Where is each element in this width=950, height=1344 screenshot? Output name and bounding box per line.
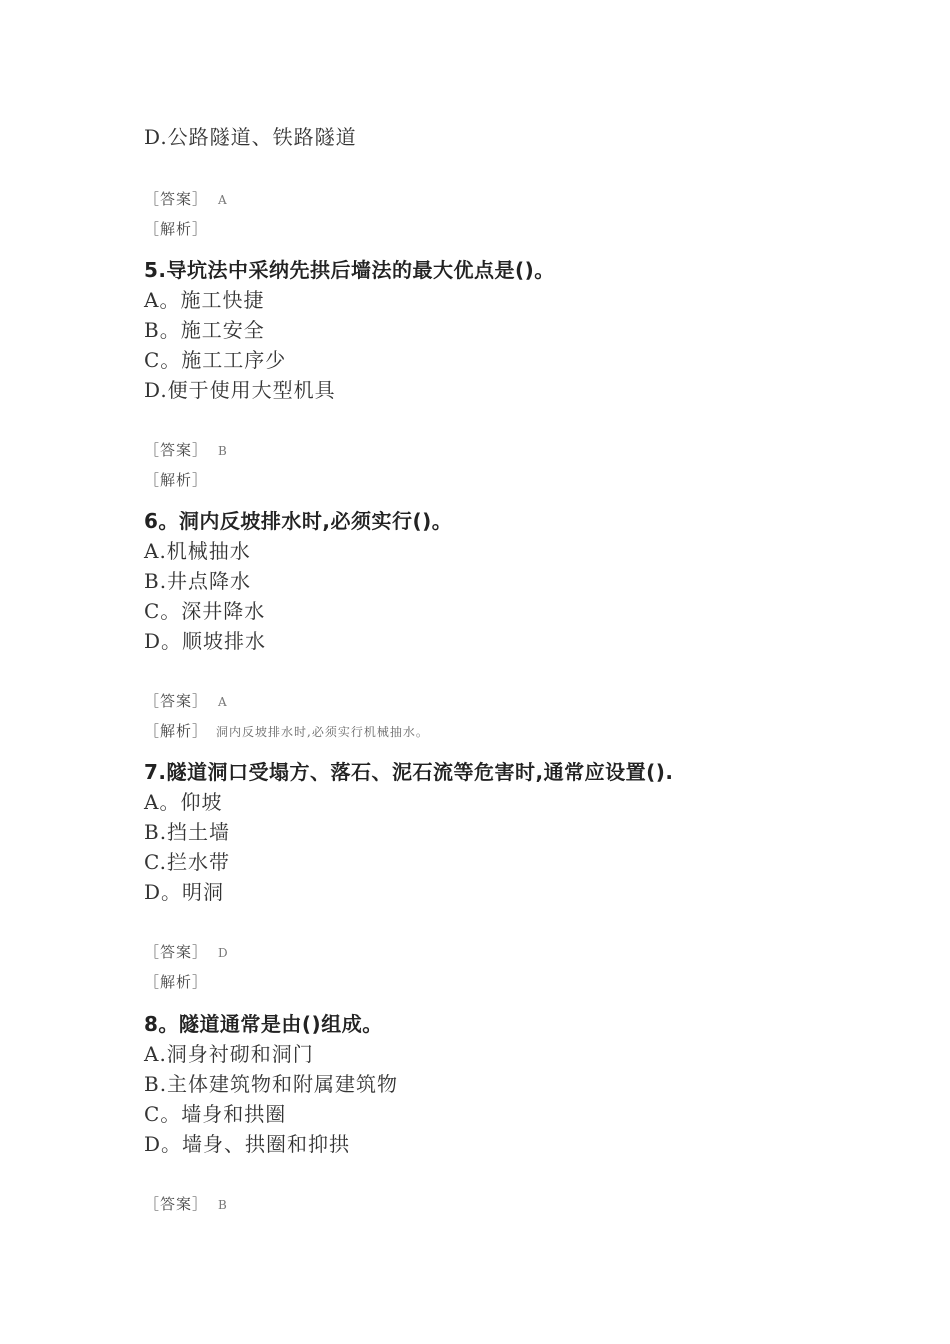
analysis-label: ［解析］ xyxy=(144,973,209,991)
answer-label: ［答案］ xyxy=(144,692,209,710)
question-6-option-b: B.井点降水 xyxy=(144,569,252,593)
answer-label: ［答案］ xyxy=(144,441,209,459)
question-8-option-a: A.洞身衬砌和洞门 xyxy=(144,1042,314,1066)
answer-line-q4 xyxy=(144,188,227,209)
question-7-title: 7.隧道洞口受塌方、落石、泥石流等危害时,通常应设置(). xyxy=(144,760,674,784)
question-6-title: 6。洞内反坡排水时,必须实行()。 xyxy=(144,509,453,533)
option-d-prev-question: D.公路隧道、铁路隧道 xyxy=(144,125,357,149)
answer-line-q8 xyxy=(144,1193,227,1214)
answer-label: ［答案］ xyxy=(144,190,209,208)
answer-label: ［答案］ xyxy=(144,943,209,961)
analysis-line-q7 xyxy=(144,971,216,992)
answer-value: D xyxy=(218,946,229,960)
answer-line-q6 xyxy=(144,690,227,711)
answer-value: A xyxy=(218,193,228,207)
analysis-line-q4 xyxy=(144,218,208,239)
question-8-option-b: B.主体建筑物和附属建筑物 xyxy=(144,1072,399,1096)
answer-value: B xyxy=(218,1198,228,1212)
question-7-option-a: A。仰坡 xyxy=(144,790,223,814)
question-5-option-c: C。施工工序少 xyxy=(144,348,287,372)
question-5-option-b: B。施工安全 xyxy=(144,318,265,342)
answer-line-q5 xyxy=(144,439,227,460)
question-8-option-d: D。墙身、拱圈和抑拱 xyxy=(144,1132,351,1156)
analysis-label: ［解析］ xyxy=(144,722,209,740)
question-5-option-a: A。施工快捷 xyxy=(144,288,265,312)
analysis-text: 洞内反坡排水时,必须实行机械抽水。 xyxy=(216,725,429,739)
analysis-label: ［解析］ xyxy=(144,471,209,489)
question-5-title: 5.导坑法中采纳先拱后墙法的最大优点是()。 xyxy=(144,258,555,282)
question-8-option-c: C。墙身和拱圈 xyxy=(144,1102,287,1126)
question-5-option-d: D.便于使用大型机具 xyxy=(144,378,336,402)
answer-line-q7 xyxy=(144,941,228,962)
analysis-line-q6 xyxy=(144,720,429,741)
question-6-option-a: A.机械抽水 xyxy=(144,539,251,563)
analysis-label: ［解析］ xyxy=(144,220,209,238)
answer-value: B xyxy=(218,444,228,458)
analysis-line-q5 xyxy=(144,469,216,490)
question-6-option-c: C。深井降水 xyxy=(144,599,266,623)
question-7-option-d: D。明洞 xyxy=(144,880,225,904)
question-6-option-d: D。顺坡排水 xyxy=(144,629,267,653)
answer-label: ［答案］ xyxy=(144,1195,209,1213)
question-7-option-c: C.拦水带 xyxy=(144,850,230,874)
answer-value: A xyxy=(218,695,228,709)
question-7-option-b: B.挡土墙 xyxy=(144,820,231,844)
question-8-title: 8。隧道通常是由()组成。 xyxy=(144,1012,383,1036)
